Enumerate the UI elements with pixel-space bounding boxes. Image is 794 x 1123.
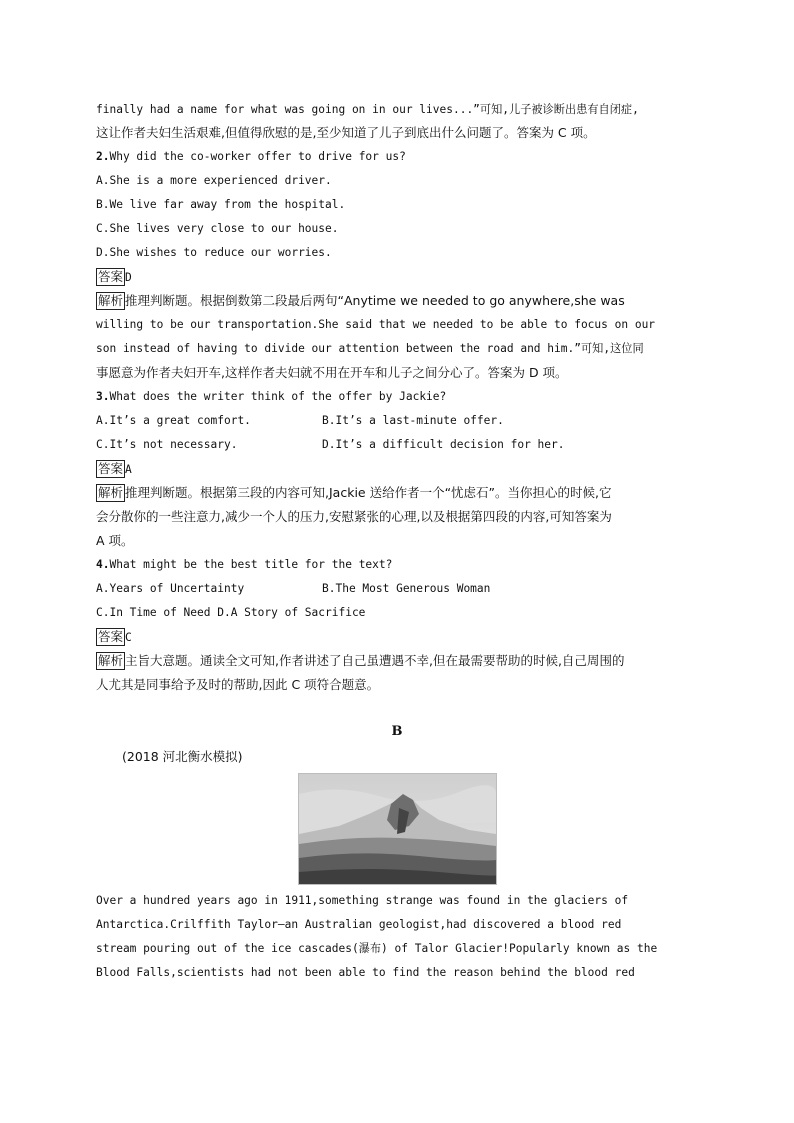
analysis-line: A 项。 — [96, 533, 134, 548]
option-row — [96, 577, 696, 601]
source-note: (2018 河北衡水模拟) — [122, 749, 243, 764]
section-heading: B — [391, 724, 403, 739]
passage-line: Antarctica.Crilffith Taylor—an Australian geologist,had discovered a blood red — [96, 918, 622, 931]
answer-value: A — [125, 463, 132, 476]
passage-line: stream pouring out of the ice cascades(瀑布) of Talor Glacier!Popularly known as the — [96, 942, 658, 955]
analysis-label: 解析 — [98, 293, 124, 308]
answer-value: C — [125, 631, 132, 644]
option-b: B.The Most Generous Woman — [322, 582, 491, 595]
analysis-line: 事愿意为作者夫妇开车,这样作者夫妇就不用在开车和儿子之间分心了。答案为 D 项。 — [96, 365, 568, 380]
passage-line: Over a hundred years ago in 1911,something strange was found in the glaciers of — [96, 894, 629, 907]
option-b: B.We live far away from the hospital. — [96, 198, 346, 211]
analysis-label: 解析 — [98, 653, 124, 668]
answer-label: 答案 — [98, 629, 124, 644]
question-text: What does the writer think of the offer by Jackie? — [109, 390, 447, 403]
question-number: 2. — [96, 150, 110, 163]
passage-line: Blood Falls,scientists had not been able to find the reason behind the blood red — [96, 966, 635, 979]
question-3 — [96, 385, 696, 409]
question-number: 4. — [96, 558, 110, 571]
question-2 — [96, 145, 696, 169]
question-text: Why did the co-worker offer to drive for us? — [109, 150, 406, 163]
intro-line-1: finally had a name for what was going on in our lives...”可知,儿子被诊断出患有自闭症, — [96, 103, 639, 116]
option-a: A.It’s a great comfort. — [96, 414, 251, 427]
intro-line-2: 这让作者夫妇生活艰难,但值得欣慰的是,至少知道了儿子到底出什么问题了。答案为 C 项。 — [96, 125, 596, 140]
answer-label: 答案 — [98, 269, 124, 284]
analysis-line: 解析 主旨大意题。通读全文可知,作者讲述了自己虽遭遇不幸,但在最需要帮助的时候,自己周围的 — [98, 653, 625, 668]
answer-label: 答案 — [98, 461, 124, 476]
answer-value: D — [125, 271, 132, 284]
question-4 — [96, 553, 696, 577]
answer-row — [96, 457, 696, 481]
option-d: D.It’s a difficult decision for her. — [322, 438, 565, 451]
analysis-label: 解析 — [98, 485, 124, 500]
question-text: What might be the best title for the text? — [109, 558, 393, 571]
option-row — [96, 409, 696, 433]
option-row: C.In Time of Need D.A Story of Sacrifice — [96, 606, 366, 619]
analysis-line: 解析 推理判断题。根据第三段的内容可知,Jackie 送给作者一个“忧虑石”。当你担心的时候,它 — [98, 485, 612, 500]
analysis-line: 会分散你的一些注意力,减少一个人的压力,安慰紧张的心理,以及根据第四段的内容,可知答案为 — [96, 509, 612, 524]
analysis-line: 解析 推理判断题。根据倒数第二段最后两句“Anytime we needed to go anywhere,she was — [98, 293, 625, 308]
answer-row — [96, 625, 696, 649]
analysis-line: 人尤其是同事给予及时的帮助,因此 C 项符合题意。 — [96, 677, 380, 692]
option-b: B.It’s a last-minute offer. — [322, 414, 504, 427]
option-a: A.Years of Uncertainty — [96, 582, 245, 595]
analysis-line: willing to be our transportation.She said that we needed to be able to focus on our — [96, 318, 656, 331]
option-c: C.It’s not necessary. — [96, 438, 238, 451]
option-d: D.She wishes to reduce our worries. — [96, 246, 332, 259]
option-row — [96, 433, 696, 457]
option-a: A.She is a more experienced driver. — [96, 174, 332, 187]
option-c: C.She lives very close to our house. — [96, 222, 339, 235]
question-number: 3. — [96, 390, 110, 403]
glacier-photo — [298, 773, 497, 885]
answer-row — [96, 265, 696, 289]
analysis-line: son instead of having to divide our attention between the road and him.”可知,这位同 — [96, 342, 644, 355]
